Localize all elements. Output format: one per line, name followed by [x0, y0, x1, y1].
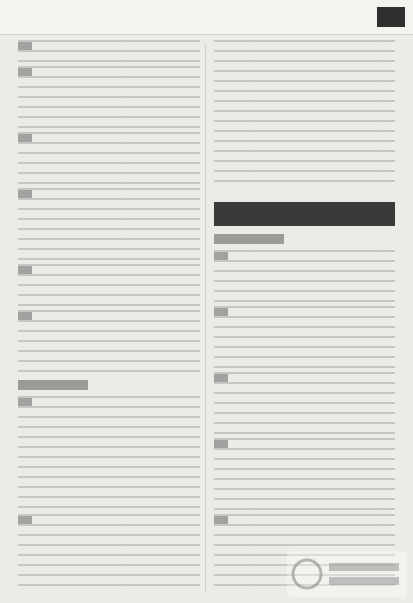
section-heading: [214, 206, 396, 222]
text-block: [18, 310, 200, 372]
text-block: [18, 514, 200, 586]
section-heading-banner: [214, 202, 396, 226]
text-block: [18, 132, 200, 184]
page-number-badge: [377, 7, 405, 27]
text-block: [18, 264, 200, 306]
text-block: [214, 372, 396, 434]
subsection-heading: [214, 234, 284, 244]
text-block: [18, 66, 200, 128]
text-block: [214, 250, 396, 302]
left-column: [18, 40, 200, 592]
page-header: [0, 0, 413, 35]
text-block: [18, 396, 200, 508]
text-block: [18, 188, 200, 260]
watermark-logo: [287, 551, 407, 597]
page-body: [18, 40, 395, 592]
text-block: [214, 306, 396, 368]
text-block: [18, 40, 200, 62]
text-block: [214, 40, 396, 190]
right-column: [214, 40, 396, 592]
subsection-heading: [18, 380, 88, 390]
text-block: [214, 438, 396, 510]
